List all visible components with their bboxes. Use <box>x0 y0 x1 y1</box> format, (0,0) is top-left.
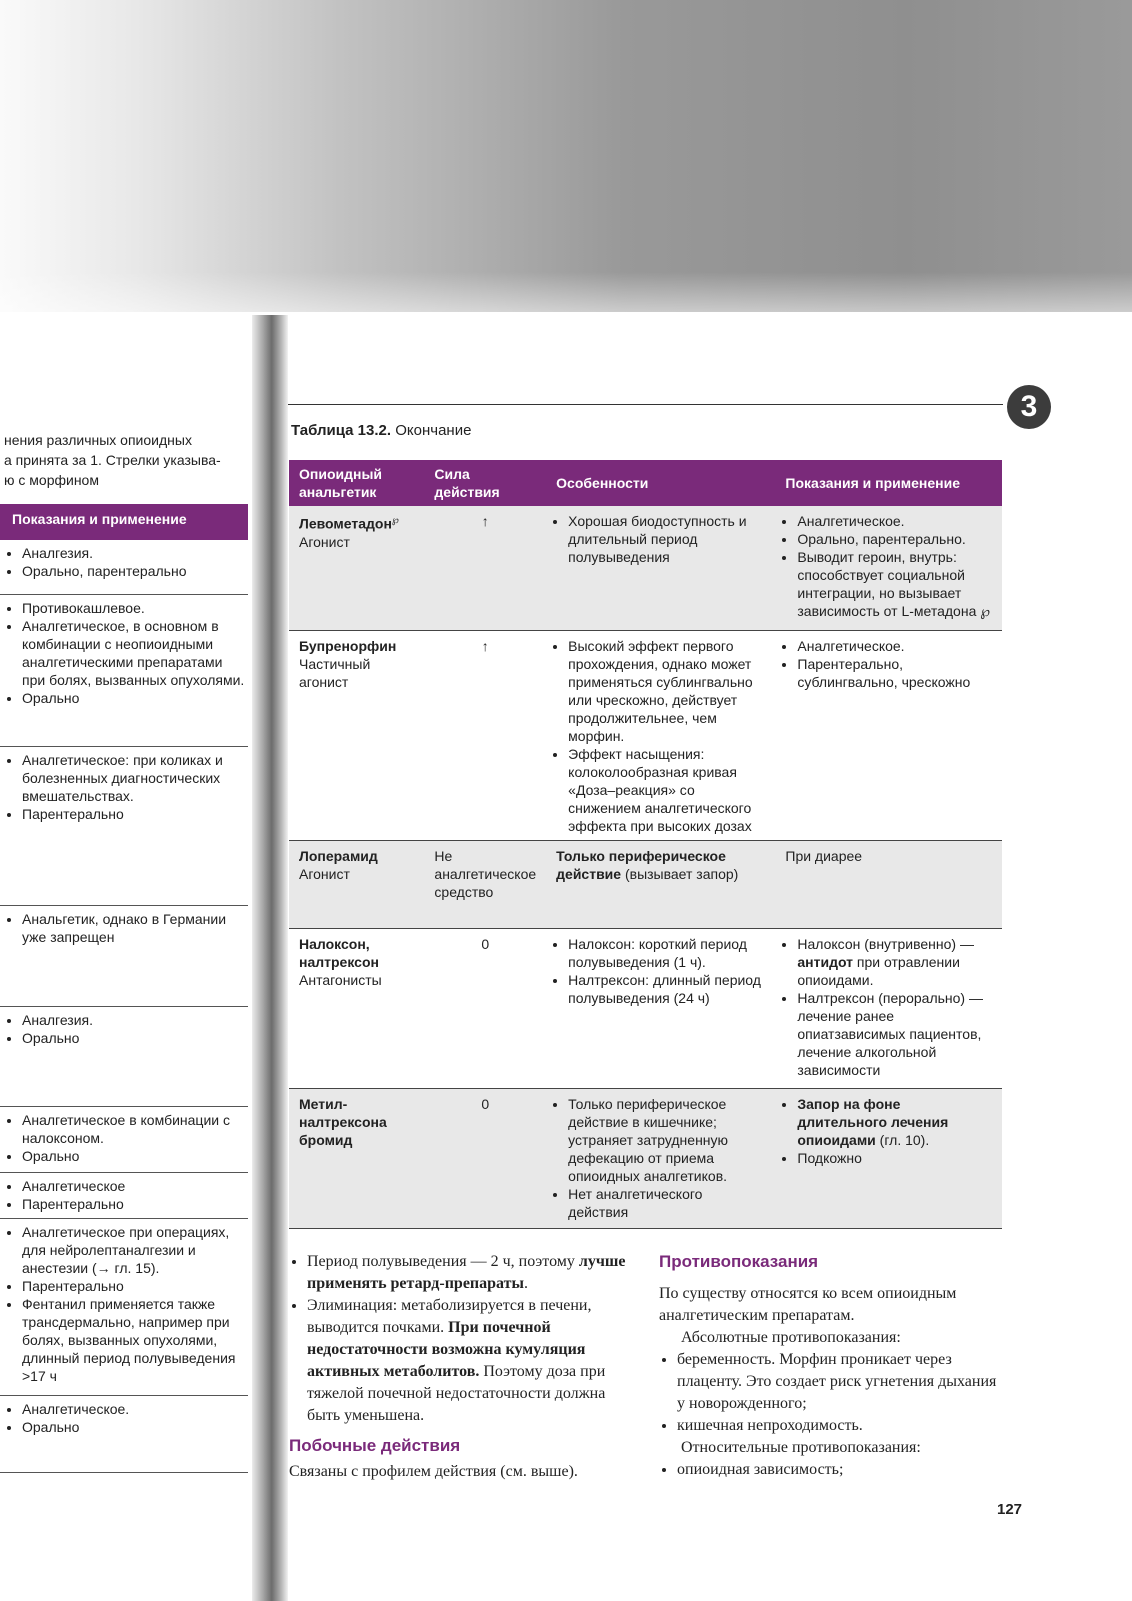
table-caption <box>291 422 471 439</box>
left-caption-line: ю с морфином <box>4 472 99 488</box>
drug-cell: Метил-налтрексона бромид <box>289 1088 424 1228</box>
left-table-row: • Аналгезия. • Орально <box>0 1007 248 1107</box>
table-row <box>289 1088 1002 1228</box>
table-header-row <box>289 460 1002 506</box>
absolute-item: • кишечная непроходимость. <box>677 1415 1003 1437</box>
features-cell: • Хорошая биодоступность и длительный период полувыведения <box>546 506 775 630</box>
table-caption-number: Таблица 13.2. <box>291 422 392 439</box>
book-spine-shadow <box>252 315 288 1601</box>
uses-cell: • Запор на фоне длительного лечения опиоидами (гл. 10). • Подкожно <box>775 1088 1002 1228</box>
header-strength: Сила действия <box>424 460 546 506</box>
registered-mark: ℘ <box>391 515 399 526</box>
opioid-table <box>289 460 1002 1229</box>
contraindications-intro: По существу относятся ко всем опиоидным аналгетическим препаратам. <box>659 1285 957 1324</box>
drug-cell: Левометадон℘ Агонист <box>289 506 424 630</box>
bottom-left-column <box>289 1251 629 1483</box>
left-caption-line: нения различных опиоидных <box>4 432 192 448</box>
drug-cell: Бупренорфин Частичный агонист <box>289 630 424 840</box>
strength-cell: Не аналгетическое средство <box>424 840 546 928</box>
table-row <box>289 928 1002 1088</box>
page-number: 127 <box>997 1501 1023 1518</box>
left-table-row: • Аналгетическое: при коликах и болезненных диагностических вмешательствах. • Парентерально <box>0 747 248 906</box>
uses-cell: При диарее <box>775 840 1002 928</box>
chapter-badge: 3 <box>1007 385 1051 429</box>
left-table-row: • Анальгетик, однако в Германии уже запрещен <box>0 906 248 1007</box>
features-cell: • Налоксон: короткий период полувыведения (1 ч). • Налтрексон: длинный период полувыведения (24 ч) <box>546 928 775 1088</box>
table-row <box>289 630 1002 840</box>
features-cell: • Только периферическое действие в кишечнике; устраняет затрудненную дефекацию от приема опиоидных аналгетиков. • Нет аналгетического действия <box>546 1088 775 1228</box>
header-drug: Опиоидный анальгетик <box>289 460 424 506</box>
drug-cell: Лоперамид Агонист <box>289 840 424 928</box>
strength-cell: 0 <box>424 928 546 1088</box>
drug-cell: Налоксон, налтрексон Антагонисты <box>289 928 424 1088</box>
features-cell: Только периферическое действие (вызывает запор) <box>546 840 775 928</box>
side-effects-text: Связаны с профилем действия (см. выше). <box>289 1463 578 1480</box>
table-row <box>289 840 1002 928</box>
bullet-elimination: • Элиминация: метаболизируется в печени, выводится почками. При почечной недостаточности возможна кумуляция активных метаболитов. Поэтому доза при тяжелой почечной недостаточности должна быть уменьшена. <box>307 1295 629 1427</box>
side-effects-title: Побочные действия <box>289 1436 461 1455</box>
uses-cell: • Аналгетическое. • Орально, парентерально. • Выводит героин, внутрь: способствует социальной интеграции, но вызывает зависимость от L-метадона ℘ <box>775 506 1002 630</box>
left-caption <box>0 430 250 490</box>
table-row <box>289 506 1002 630</box>
contraindications-title: Противопоказания <box>659 1252 819 1271</box>
uses-cell: • Аналгетическое. • Парентерально, сублингвально, чрескожно <box>775 630 1002 840</box>
left-table-row: • Аналгетическое при операциях, для нейролептаналгезии и анестезии (→ гл. 15). • Парентерально • Фентанил применяется также трансдермально, например при болях, вызванных опухолями, длинный период полувыведения >17 ч <box>0 1219 248 1396</box>
table-caption-text: Окончание <box>395 422 472 439</box>
left-table-header: Показания и применение <box>0 504 248 540</box>
features-cell: • Высокий эффект первого прохождения, однако может применяться сублингвально или чрескожно, действует продолжительнее, чем морфин. • Эффект насыщения: колоколообразная кривая «Доза–реакция» со снижением аналгетического эффекта при высоких дозах <box>546 630 775 840</box>
left-table-row: • Аналгетическое • Парентерально <box>0 1173 248 1219</box>
left-table-row: • Аналгетическое. • Орально <box>0 1396 248 1473</box>
strength-cell: 0 <box>424 1088 546 1228</box>
chapter-rule <box>288 404 1003 405</box>
left-page <box>0 430 250 1435</box>
strength-cell: ↑ <box>424 506 546 630</box>
left-table <box>0 504 248 1473</box>
absolute-item: • беременность. Морфин проникает через плаценту. Это создает риск угнетения дыхания у новорожденного; <box>677 1349 1003 1415</box>
bullet-half-life: • Период полувыведения — 2 ч, поэтому лучше применять ретард-препараты. <box>307 1251 629 1295</box>
header-features: Особенности <box>546 460 775 506</box>
scan-shadow <box>0 0 1132 312</box>
absolute-label: Абсолютные противопоказания: <box>681 1329 901 1346</box>
left-table-row: • Аналгезия. • Орально, парентерально <box>0 540 248 595</box>
strength-cell: ↑ <box>424 630 546 840</box>
bottom-right-column <box>659 1251 1003 1481</box>
header-uses: Показания и применение <box>775 460 1002 506</box>
uses-cell: • Налоксон (внутривенно) — антидот при отравлении опиоидами. • Налтрексон (перорально) — лечение ранее опиатзависимых пациентов, лечение алкогольной зависимости <box>775 928 1002 1088</box>
left-caption-line: а принята за 1. Стрелки указыва- <box>4 452 221 468</box>
left-table-row: • Аналгетическое в комбинации с налоксоном. • Орально <box>0 1107 248 1173</box>
relative-item: • опиоидная зависимость; <box>677 1459 1003 1481</box>
relative-label: Относительные противопоказания: <box>681 1439 921 1456</box>
left-table-row: • Противокашлевое. • Аналгетическое, в основном в комбинации с неопиоидными аналгетическими препаратами при болях, вызванных опухолями. • Орально <box>0 595 248 747</box>
